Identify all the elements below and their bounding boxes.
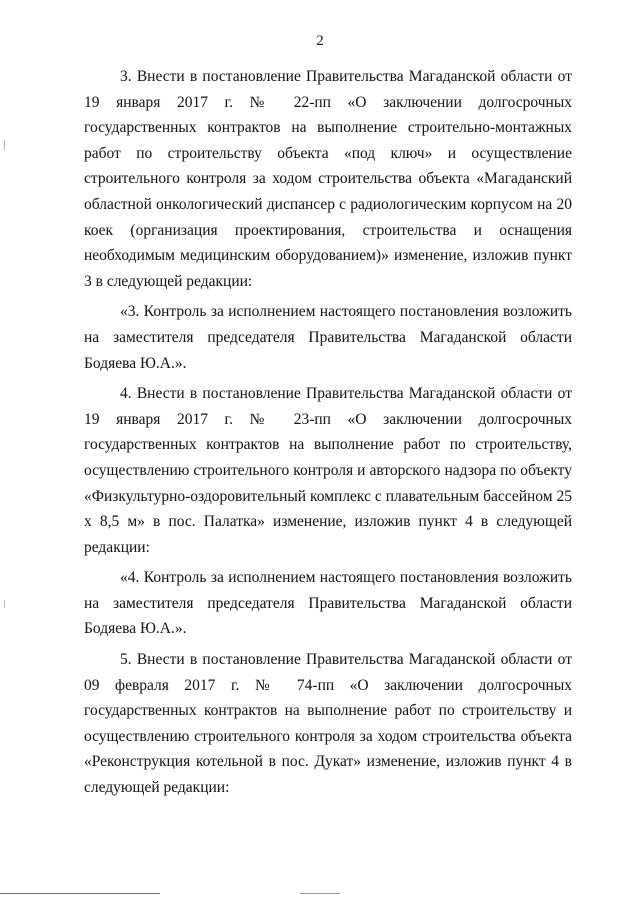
scan-speck (4, 140, 5, 150)
paragraph-item-4: 4. Внести в постановление Правительства Магаданской области от 19 января 2017 г. № 23-пп «О заключении долгосрочных государственных контрактов на выполнение работ по строительству, осуществлению строительного контроля и авторского надзора по объекту «Физкультурно-оздоровительный комплекс с плавательным бассейном 25 х 8,5 м» в пос. Палатка» изменение, изложив пункт 4 в следующей редакции: (84, 385, 572, 556)
quoted-item-4: «4. Контроль за исполнением настоящего постановления возложить на заместителя председателя Правительства Магаданской области Бодяева Ю.А.». (84, 569, 572, 638)
paragraph-item-3: 3. Внести в постановление Правительства Магаданской области от 19 января 2017 г. № 22-пп «О заключении долгосрочных государственных контрактов на выполнение строительно-монтажных работ по строительству объекта «под ключ» и осуществление строительного контроля за ходом строительства объекта «Магаданский областной онкологический диспансер с радиологическим корпусом на 20 коек (организация проектирования, строительства и оснащения необходимым медицинским оборудованием)» изменение, изложив пункт 3 в следующей редакции: (84, 68, 572, 290)
document-body (84, 64, 572, 801)
page-number: 2 (316, 33, 324, 49)
scan-edge-line (300, 893, 340, 894)
scan-edge-line (0, 893, 160, 894)
paragraph-item-5: 5. Внести в постановление Правительства Магаданской области от 09 февраля 2017 г. № 74-пп «О заключении долгосрочных государственных контрактов на выполнение работ по строительству и осуществлению строительного контроля за ходом строительства объекта «Реконструкция котельной в пос. Дукат» изменение, изложив пункт 4 в следующей редакции: (84, 651, 572, 797)
quoted-item-3: «3. Контроль за исполнением настоящего постановления возложить на заместителя председателя Правительства Магаданской области Бодяева Ю.А.». (84, 303, 572, 372)
scan-speck (4, 600, 5, 608)
